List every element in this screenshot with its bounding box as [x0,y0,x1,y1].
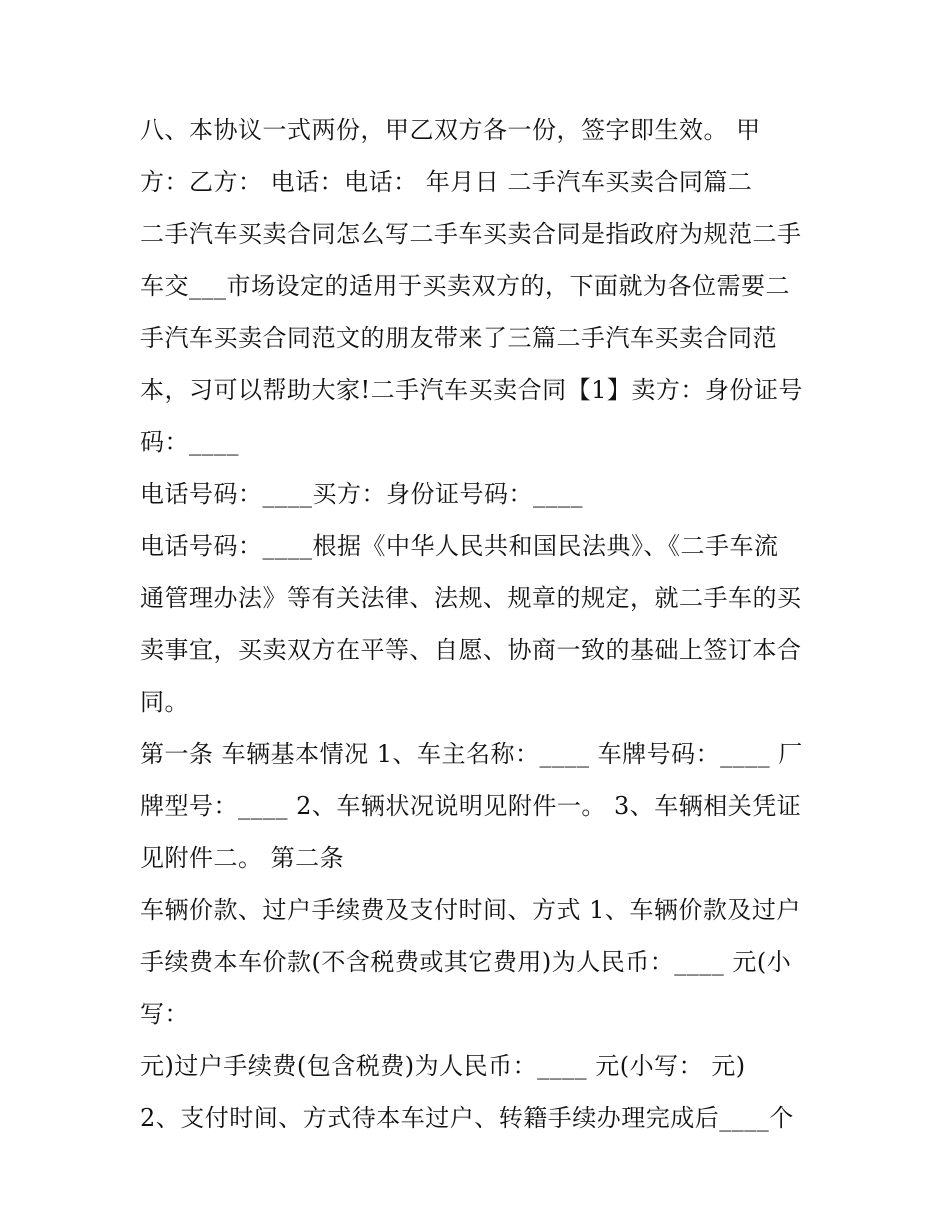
text-line: 手续费本车价款(不含税费或其它费用)为人民币：____ 元(小 [140,948,792,976]
text-line: 牌型号：____ 2、车辆状况说明见附件一。 3、车辆相关凭证 [140,792,802,820]
text-line: 本，习可以帮助大家!二手汽车买卖合同【1】卖方：身份证号 [140,376,803,404]
text-line: 2、支付时间、方式待本车过户、转籍手续办理完成后____个 [140,1104,794,1132]
text-line: 码：____ [140,428,239,456]
text-line: 二手汽车买卖合同怎么写二手车买卖合同是指政府为规范二手 [140,220,802,248]
text-line: 方：乙方： 电话：电话： 年月日 二手汽车买卖合同篇二 [140,168,753,196]
text-line: 电话号码：____根据《中华人民共和国民法典》、《二手车流 [140,532,779,560]
contract-text [140,104,820,1144]
text-line: 电话号码：____买方：身份证号码：____ [140,480,583,508]
text-line: 元)过户手续费(包含税费)为人民币：____ 元(小写： 元) [140,1052,746,1080]
text-line: 手汽车买卖合同范文的朋友带来了三篇二手汽车买卖合同范 [140,324,777,352]
text-line: 见附件二。 第二条 [140,844,345,872]
text-line: 通管理办法》等有关法律、法规、规章的规定，就二手车的买 [140,584,802,612]
text-line: 第一条 车辆基本情况 1、车主名称：____ 车牌号码：____ 厂 [140,740,803,768]
text-line: 同。 [140,688,189,716]
text-line: 车交___市场设定的适用于买卖双方的，下面就为各位需要二 [140,272,790,300]
text-line: 卖事宜，买卖双方在平等、自愿、协商一致的基础上签订本合 [140,636,802,664]
text-line: 写： [140,1000,189,1028]
text-line: 车辆价款、过户手续费及支付时间、方式 1、车辆价款及过户 [140,896,801,924]
text-line: 八、本协议一式两份，甲乙双方各一份，签字即生效。 甲 [140,116,761,144]
